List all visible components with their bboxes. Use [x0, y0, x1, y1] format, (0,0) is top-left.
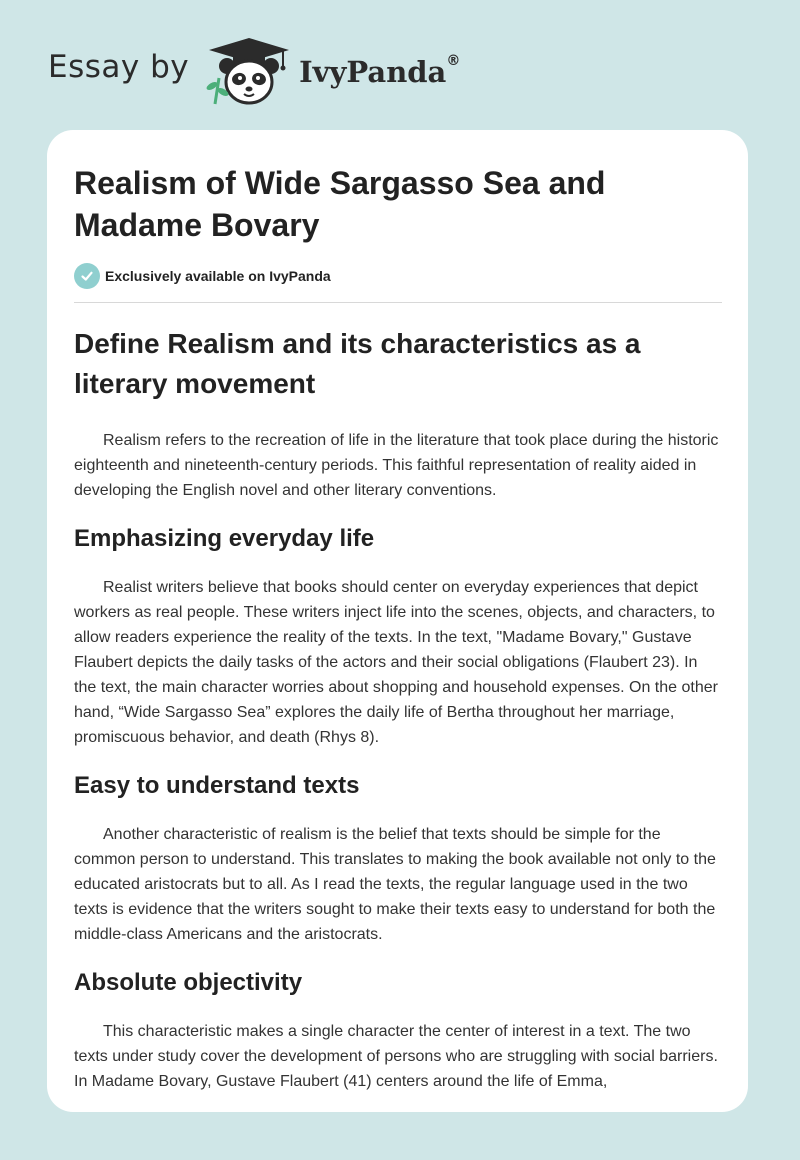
essay-card: [47, 130, 748, 1112]
section-paragraph-define-realism: Realism refers to the recreation of life in the literature that took place during the historic eighteenth and nineteenth-century periods. This faithful representation of reality aided in developing the English novel and other literary conventions.: [74, 432, 719, 499]
section-paragraph-easy-texts: Another characteristic of realism is the belief that texts should be simple for the common person to understand. This translates to making the book available not only to the educated aristocrats but to all. As I read the texts, the regular language used in the two texts is evidence that the writers sought to make their texts easy to understand for both the middle-class Americans and the aristocrats.: [74, 826, 716, 943]
check-icon: [74, 263, 100, 289]
section-heading-define-realism: Define Realism and its characteristics as a literary movement: [74, 328, 641, 399]
brand-name[interactable]: [299, 55, 460, 89]
registered-mark: ®: [446, 53, 461, 69]
essay-title: Realism of Wide Sargasso Sea and Madame Bovary: [74, 165, 606, 243]
title-divider: [74, 302, 722, 303]
section-paragraph-absolute-objectivity: This characteristic makes a single character the center of interest in a text. The two texts under study cover the development of persons who are struggling with social barriers. In Madame Bovary, Gustave Flaubert (41) centers around the life of Emma,: [74, 1023, 718, 1090]
section-heading-everyday-life: Emphasizing everyday life: [74, 525, 375, 552]
site-header: [48, 30, 460, 110]
section-paragraph-everyday-life: Realist writers believe that books should center on everyday experiences that depict workers as real people. These writers inject life into the scenes, objects, and characters, to allow readers experience the reality of the texts. In the text, "Madame Bovary," Gustave Flaubert depicts the daily tasks of the actors and their social obligations (Flaubert 23). In the text, the main character worries about shopping and household expenses. On the other hand, “Wide Sargasso Sea” explores the daily life of Bertha throughout her marriage, promiscuous behavior, and death (Rhys 8).: [74, 579, 718, 746]
brand-text: IvyPanda: [299, 55, 447, 89]
panda-logo-icon[interactable]: [203, 30, 295, 110]
section-heading-easy-texts: Easy to understand texts: [74, 772, 360, 799]
essay-body: [74, 322, 722, 1094]
exclusive-label: Exclusively available on IvyPanda: [105, 268, 331, 284]
essay-by-label: Essay by: [48, 49, 190, 85]
section-heading-absolute-objectivity: Absolute objectivity: [74, 969, 303, 996]
exclusive-badge: [74, 263, 331, 289]
